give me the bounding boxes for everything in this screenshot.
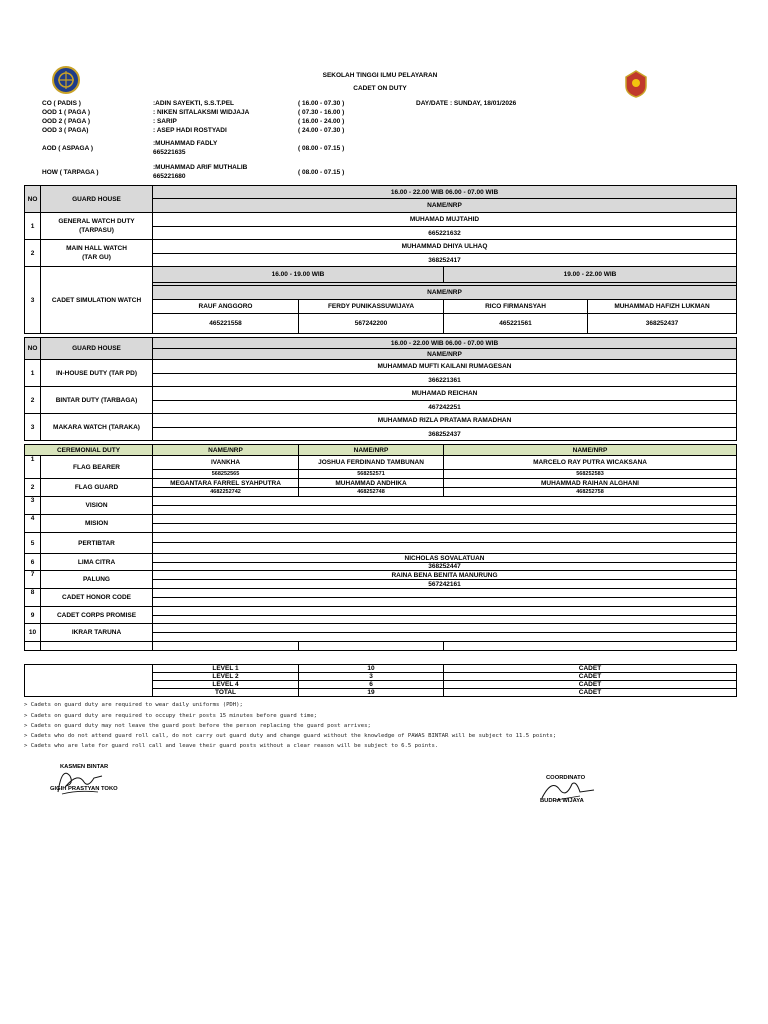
post-label: BINTAR DUTY (TARBAGA)	[41, 387, 153, 414]
rule-item: > Cadets on guard duty may not leave the guard post before the person replacing the guard post arrives;	[24, 723, 371, 729]
empty-cell	[444, 642, 737, 651]
right-signatory-name: BUDRA WIJAYA	[540, 798, 584, 804]
cadet-nrp: 468252758	[444, 488, 737, 497]
column-header-name-nrp: NAME/NRP	[299, 445, 444, 456]
guard-house-table-1	[24, 185, 737, 334]
officer-name: : ASEP HADI ROSTYADI	[153, 127, 227, 134]
shift-time: 16.00 - 19.00 WIB	[153, 267, 444, 283]
cadet-name: MUHAMAD MUJTAHID	[153, 213, 737, 227]
officer-role: OOD 1 ( PAGA )	[42, 109, 91, 116]
cadet-nrp: 368252437	[588, 314, 737, 334]
row-number: 3	[25, 497, 41, 515]
empty-cell	[153, 607, 737, 616]
officer-time: ( 08.00 - 07.15 )	[298, 145, 345, 152]
totals-table	[24, 664, 737, 697]
officer-role: OOD 3 ( PAGA)	[42, 127, 89, 134]
level-label: LEVEL 1	[153, 665, 299, 673]
ceremonial-duty-header: CEREMONIAL DUTY	[25, 445, 153, 456]
post-label: PERTIBTAR	[41, 533, 153, 554]
cadet-nrp: 567242200	[299, 314, 444, 334]
level-count: 10	[299, 665, 444, 673]
cadet-nrp: 467242251	[153, 401, 737, 414]
row-number: 9	[25, 607, 41, 624]
row-number: 1	[25, 213, 41, 240]
empty-cell	[153, 616, 737, 624]
row-number: 1	[25, 360, 41, 387]
column-header-name-nrp: NAME/NRP	[153, 349, 737, 360]
officer-name: :MUHAMMAD FADLY	[153, 140, 218, 147]
row-number: 3	[25, 414, 41, 441]
row-number: 2	[25, 479, 41, 497]
level-count: 3	[299, 673, 444, 681]
officer-nrp: 665221680	[153, 173, 186, 180]
cadet-nrp: 368252447	[153, 563, 737, 571]
row-number: 5	[25, 533, 41, 554]
cadet-nrp: 465221561	[444, 314, 588, 334]
total-label: TOTAL	[153, 689, 299, 697]
officer-role: CO ( PADIS )	[42, 100, 81, 107]
level-unit: CADET	[444, 681, 737, 689]
total-count: 19	[299, 689, 444, 697]
cadet-name: MUHAMMAD RIZLA PRATAMA RAMADHAN	[153, 414, 737, 428]
empty-cell	[153, 533, 737, 543]
officer-name: : NIKEN SITALAKSMI WIDJAJA	[153, 109, 250, 116]
cadet-name: MUHAMMAD MUFTI KAILANI RUMAGESAN	[153, 360, 737, 374]
post-label-line: GENERAL WATCH DUTY	[58, 218, 135, 225]
post-label	[41, 213, 153, 240]
officer-nrp: 665221635	[153, 149, 186, 156]
empty-cell	[153, 624, 737, 633]
column-header-guard-house: GUARD HOUSE	[41, 338, 153, 360]
row-number: 1	[25, 456, 41, 479]
level-unit: CADET	[444, 673, 737, 681]
cadet-nrp: 568252583	[444, 470, 737, 479]
column-header-no: NO	[25, 338, 41, 360]
officer-name: :MUHAMMAD ARIF MUTHALIB	[153, 164, 248, 171]
cadet-name: JOSHUA FERDINAND TAMBUNAN	[299, 456, 444, 470]
empty-cell	[153, 598, 737, 607]
post-label: PALUNG	[41, 571, 153, 589]
row-number: 2	[25, 240, 41, 267]
officer-time: ( 16.00 - 07.30 )	[298, 100, 345, 107]
cadet-nrp: 665221632	[153, 227, 737, 240]
cadet-nrp: 567242161	[153, 580, 737, 589]
officer-role: AOD ( ASPAGA )	[42, 145, 94, 152]
empty-cell	[153, 506, 737, 515]
empty-cell	[153, 543, 737, 554]
empty-cell	[299, 642, 444, 651]
row-number: 6	[25, 554, 41, 571]
school-logo	[52, 66, 80, 94]
cadet-nrp: 468252748	[299, 488, 444, 497]
post-label: IKRAR TARUNA	[41, 624, 153, 642]
level-label: LEVEL 2	[153, 673, 299, 681]
row-number: 3	[25, 267, 41, 334]
post-label: FLAG GUARD	[41, 479, 153, 497]
empty-cell	[153, 633, 737, 642]
right-signature	[536, 772, 596, 811]
empty-cell	[153, 524, 737, 533]
post-label: CADET SIMULATION WATCH	[41, 267, 153, 334]
cadet-name: RAINA BENA BENITA MANURUNG	[153, 571, 737, 580]
officer-time: ( 08.00 - 07.15 )	[298, 169, 345, 176]
cadet-nrp: 368252417	[153, 254, 737, 267]
empty-cell	[25, 642, 41, 651]
cadet-nrp: 4682252742	[153, 488, 299, 497]
empty-cell	[25, 665, 153, 697]
guard-house-table-2	[24, 337, 737, 441]
left-signatory-name: GIGIH PRASTYAN TOKO	[50, 786, 118, 792]
post-label-line: (TARPASU)	[79, 227, 114, 234]
empty-cell	[153, 589, 737, 598]
row-number: 4	[25, 515, 41, 533]
post-label-line: MAIN HALL WATCH	[66, 245, 127, 252]
officer-time: ( 24.00 - 07.30 )	[298, 127, 345, 134]
column-header-guard-house: GUARD HOUSE	[41, 186, 153, 213]
cadet-name: MUHAMMAD HAFIZH LUKMAN	[588, 300, 737, 314]
column-header-name-nrp: NAME/NRP	[153, 286, 737, 300]
level-count: 6	[299, 681, 444, 689]
school-name: SEKOLAH TINGGI ILMU PELAYARAN	[322, 72, 438, 79]
rule-item: > Cadets on guard duty are required to occupy their posts 15 minutes before guard time;	[24, 713, 317, 719]
cadet-name: NICHOLAS SOVALATUAN	[153, 554, 737, 563]
cadet-name: MUHAMMAD ANDHIKA	[299, 479, 444, 488]
cadet-nrp: 368252437	[153, 428, 737, 441]
shift-time: 16.00 - 22.00 WIB 06.00 - 07.00 WIB	[153, 186, 737, 199]
empty-cell	[153, 497, 737, 506]
column-header-no: NO	[25, 186, 41, 213]
column-header-name-nrp: NAME/NRP	[444, 445, 737, 456]
officer-name: :ADIN SAYEKTI, S.S.T.PEL	[153, 100, 235, 107]
officer-time: ( 16.00 - 24.00 )	[298, 118, 345, 125]
cadet-nrp: 465221558	[153, 314, 299, 334]
officer-name: : SARIP	[153, 118, 177, 125]
cadet-name: MEGANTARA FARREL SYAHPUTRA	[153, 479, 299, 488]
empty-cell	[153, 515, 737, 524]
cadet-name: IVANKHA	[153, 456, 299, 470]
rule-item: > Cadets who are late for guard roll call and leave their guard posts without a clear reason will be subject to 6.5 points.	[24, 743, 439, 749]
post-label: MISION	[41, 515, 153, 533]
ceremonial-duty-table	[24, 444, 737, 651]
post-label: CADET HONOR CODE	[41, 589, 153, 607]
cadet-emblem-logo	[624, 70, 648, 98]
rule-item: > Cadets who do not attend guard roll call, do not carry out guard duty and change guard without the knowledge of PAWAS BINTAR will be subject to 11.5 points;	[24, 733, 557, 739]
post-label: CADET CORPS PROMISE	[41, 607, 153, 624]
cadet-name: RAUF ANGGORO	[153, 300, 299, 314]
post-label	[41, 240, 153, 267]
cadet-name: MUHAMAD REICHAN	[153, 387, 737, 401]
left-signature	[48, 762, 108, 803]
cadet-nrp: 568252565	[153, 470, 299, 479]
post-label: FLAG BEARER	[41, 456, 153, 479]
post-label: VISION	[41, 497, 153, 515]
cadet-name: RICO FIRMANSYAH	[444, 300, 588, 314]
left-signature-title: KASMEN BINTAR	[60, 764, 109, 770]
officer-role: HOW ( TARPAGA )	[42, 169, 99, 176]
rule-item: > Cadets on guard duty are required to wear daily uniforms (PDH);	[24, 702, 243, 708]
duty-date: DAY/DATE : SUNDAY, 18/01/2026	[416, 100, 517, 107]
officer-time: ( 07.30 - 16.00 )	[298, 109, 345, 116]
level-label: LEVEL 4	[153, 681, 299, 689]
right-signature-title: COORDINATO	[546, 775, 586, 781]
level-unit: CADET	[444, 665, 737, 673]
cadet-name: MARCELO RAY PUTRA WICAKSANA	[444, 456, 737, 470]
row-number: 7	[25, 571, 41, 589]
row-number: 2	[25, 387, 41, 414]
cadet-name: FERDY PUNIKASSUWIJAYA	[299, 300, 444, 314]
shift-time: 16.00 - 22.00 WIB 06.00 - 07.00 WIB	[153, 338, 737, 349]
cadet-nrp: 366221361	[153, 374, 737, 387]
post-label: LIMA CITRA	[41, 554, 153, 571]
cadet-nrp: 568252571	[299, 470, 444, 479]
column-header-name-nrp: NAME/NRP	[153, 199, 737, 213]
column-header-name-nrp: NAME/NRP	[153, 445, 299, 456]
empty-cell	[41, 642, 153, 651]
row-number: 8	[25, 589, 41, 607]
cadet-name: MUHAMMAD DHIYA ULHAQ	[153, 240, 737, 254]
post-label-line: (TAR GU)	[82, 254, 111, 261]
row-number: 10	[25, 624, 41, 642]
cadet-name: MUHAMMAD RAIHAN ALGHANI	[444, 479, 737, 488]
document-subtitle: CADET ON DUTY	[353, 85, 407, 92]
post-label: MAKARA WATCH (TARAKA)	[41, 414, 153, 441]
post-label: IN-HOUSE DUTY (TAR PD)	[41, 360, 153, 387]
officer-role: OOD 2 ( PAGA )	[42, 118, 91, 125]
empty-cell	[153, 642, 299, 651]
total-unit: CADET	[444, 689, 737, 697]
shift-time: 19.00 - 22.00 WIB	[444, 267, 737, 283]
